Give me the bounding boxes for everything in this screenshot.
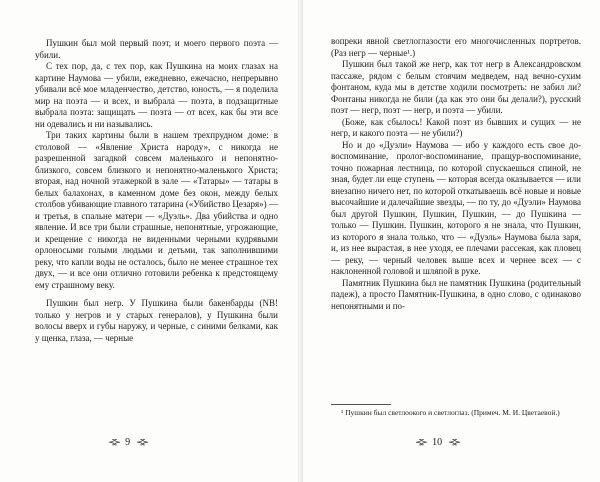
paragraph: Но и до «Дуэли» Наумова — ибо у каждого есть свое до-воспоминание, пролог-воспоминание, пращур-воспоминание, точно пожарная лестница, по которой спускаешься спиной, не зная, будет ли еще ступень — которая всегда оказывается — или внезапно ничего нет, по которой откатываешь всё новые и новые высочайшие и далечайшие звезды, — по ту, до «Дуэли» Наумова был другой Пушкин, Пушкин, Пушкин, — до Пушкина — только — Пушкин. Пушкин, которого я не знала, что Пушкин, из которого я знала только, что — «Дуэль» Наумова была заря, и, из нее вырастая, в нее уходя, ее плечами рассекая, как пловец — реку, — черный человек выше всех и чернее всех — с наклоненной головой и шляпой в руке. [331, 139, 581, 276]
ornament-icon: ⊰⊱ [415, 437, 427, 447]
paragraph: вопреки явной светлоглазости его многочисленных портретов. (Раз негр — черные¹.) [331, 36, 581, 58]
left-page [0, 0, 299, 482]
paragraph: Три таких картины были в нашем трехпрудном доме: в столовой — «Явление Христа народу», с никогда не разрешенной загадкой совсем маленького и непонятно-близкого, совсем близкого и непонятно-маленького Христа; вторая, над ночной этажеркой в зале — «Татары» — татары в белых балахонах, в каменном доме без окон, между белых столбов убивающие главного татарина («Убийство Цезаря») — и третья, в спальне матери — «Дуэль». Два убийства и одно явление. И все три были страшные, непонятные, угрожающие, и крещение с никогда не виденными черными кудрявыми орлоносыми голыми людьми и детьми, так заполнившими реку, что капли воды не осталось, было не менее страшное тех двух, — и все они отлично готовили ребенка к предстоящему ему страшному веку. [35, 130, 278, 290]
paragraph: С тех пор, да, с тех пор, как Пушкина на моих глазах на картине Наумова — убили, ежедневно, ежечасно, непрерывно убивали всё мое младенчество, детство, юность, — я поделила мир на поэта — и всех, и выбрала — поэта, в подзащитные выбрала поэта: защищать — поэта — от всех, как бы эти все ни одевались и ни назывались. [35, 61, 278, 129]
ornament-icon: ⊰⊱ [136, 437, 148, 447]
paragraph: (Боже, как сбылось! Какой поэт из бывших и сущих — не негр, и какого поэта — не убили?) [331, 116, 581, 138]
page-number: 10 [432, 437, 443, 448]
left-text-block [35, 38, 278, 344]
right-text-block [331, 36, 581, 312]
ornament-icon: ⊰⊱ [448, 437, 460, 447]
paragraph: Пушкин был негр. У Пушкина были бакенбарды (NB! только у негров и у старых генералов), у Пушкина были волосы вверх и губы наружу, и черные, с синими белками, как у щенка, глаза, — черные [35, 298, 278, 343]
ornament-icon: ⊰⊱ [108, 437, 120, 447]
paragraph: Памятник Пушкина был не памятник Пушкина (родительный падеж), а просто Памятник-Пушкина, в одно слово, с одинаково непонятными и по- [331, 277, 581, 311]
page-number: 9 [125, 437, 131, 448]
paragraph: Пушкин был такой же негр, как тот негр в Александровском пассаже, рядом с белым стоячим медведем, над вечно-сухим фонтаном, куда мы в детстве ходили посмотреть: не забил ли? Фонтаны никогда не били (да как это они бы делали?), русский поэт — негр, поэт — негр, и поэта — убили. [331, 59, 581, 115]
page-number-right [415, 437, 459, 448]
page-number-left [108, 437, 147, 448]
right-page [302, 0, 600, 482]
paragraph: Пушкин был мой первый поэт, и моего первого поэта — убили. [35, 38, 278, 60]
footnote: ¹ Пушкин был светлоокого и светлоглаз. (Примеч. М. И. Цветаевой.) [341, 408, 560, 417]
footnote-divider [331, 404, 391, 405]
